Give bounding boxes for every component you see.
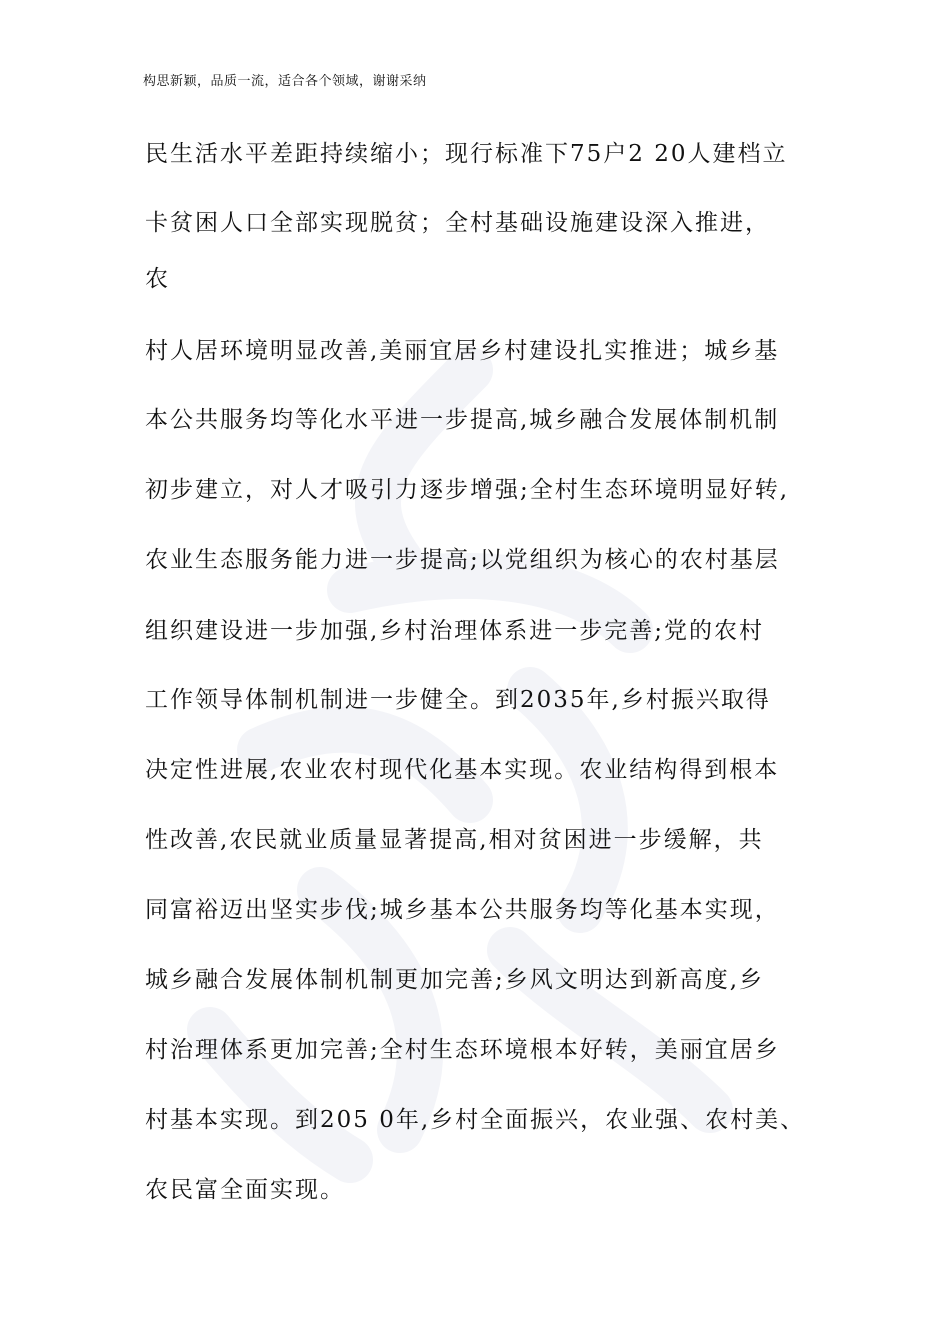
paragraph-line: 村人居环境明显改善,美丽宜居乡村建设扎实推进；城乡基 <box>145 338 780 364</box>
paragraph-line: 初步建立，对人才吸引力逐步增强;全村生态环境明显好转, <box>145 477 790 503</box>
paragraph-line: 工作领导体制机制进一步健全。到2035年,乡村振兴取得 <box>145 687 771 713</box>
paragraph-line: 决定性进展,农业农村现代化基本实现。农业结构得到根本 <box>145 757 780 783</box>
paragraph-line: 本公共服务均等化水平进一步提高,城乡融合发展体制机制 <box>145 407 780 433</box>
paragraph-line: 城乡融合发展体制机制更加完善;乡风文明达到新高度,乡 <box>145 967 765 993</box>
paragraph-line: 农业生态服务能力进一步提高;以党组织为核心的农村基层 <box>145 547 780 573</box>
paragraph-line: 组织建设进一步加强,乡村治理体系进一步完善;党的农村 <box>145 618 765 644</box>
paragraph-line: 村基本实现。到205 0年,乡村全面振兴，农业强、农村美、 <box>145 1107 806 1133</box>
header-note: 构思新颖，品质一流，适合各个领域，谢谢采纳 <box>143 74 427 89</box>
paragraph-line: 性改善,农民就业质量显著提高,相对贫困进一步缓解，共 <box>145 827 764 853</box>
paragraph-line: 村治理体系更加完善;全村生态环境根本好转，美丽宜居乡 <box>145 1037 780 1063</box>
paragraph-line: 农 <box>145 266 170 292</box>
paragraph-line: 农民富全面实现。 <box>145 1177 345 1203</box>
paragraph-line: 民生活水平差距持续缩小；现行标准下75户2 20人建档立 <box>145 141 788 167</box>
paragraph-line: 卡贫困人口全部实现脱贫；全村基础设施建设深入推进， <box>145 210 770 236</box>
paragraph-line: 同富裕迈出坚实步伐;城乡基本公共服务均等化基本实现， <box>145 897 780 923</box>
